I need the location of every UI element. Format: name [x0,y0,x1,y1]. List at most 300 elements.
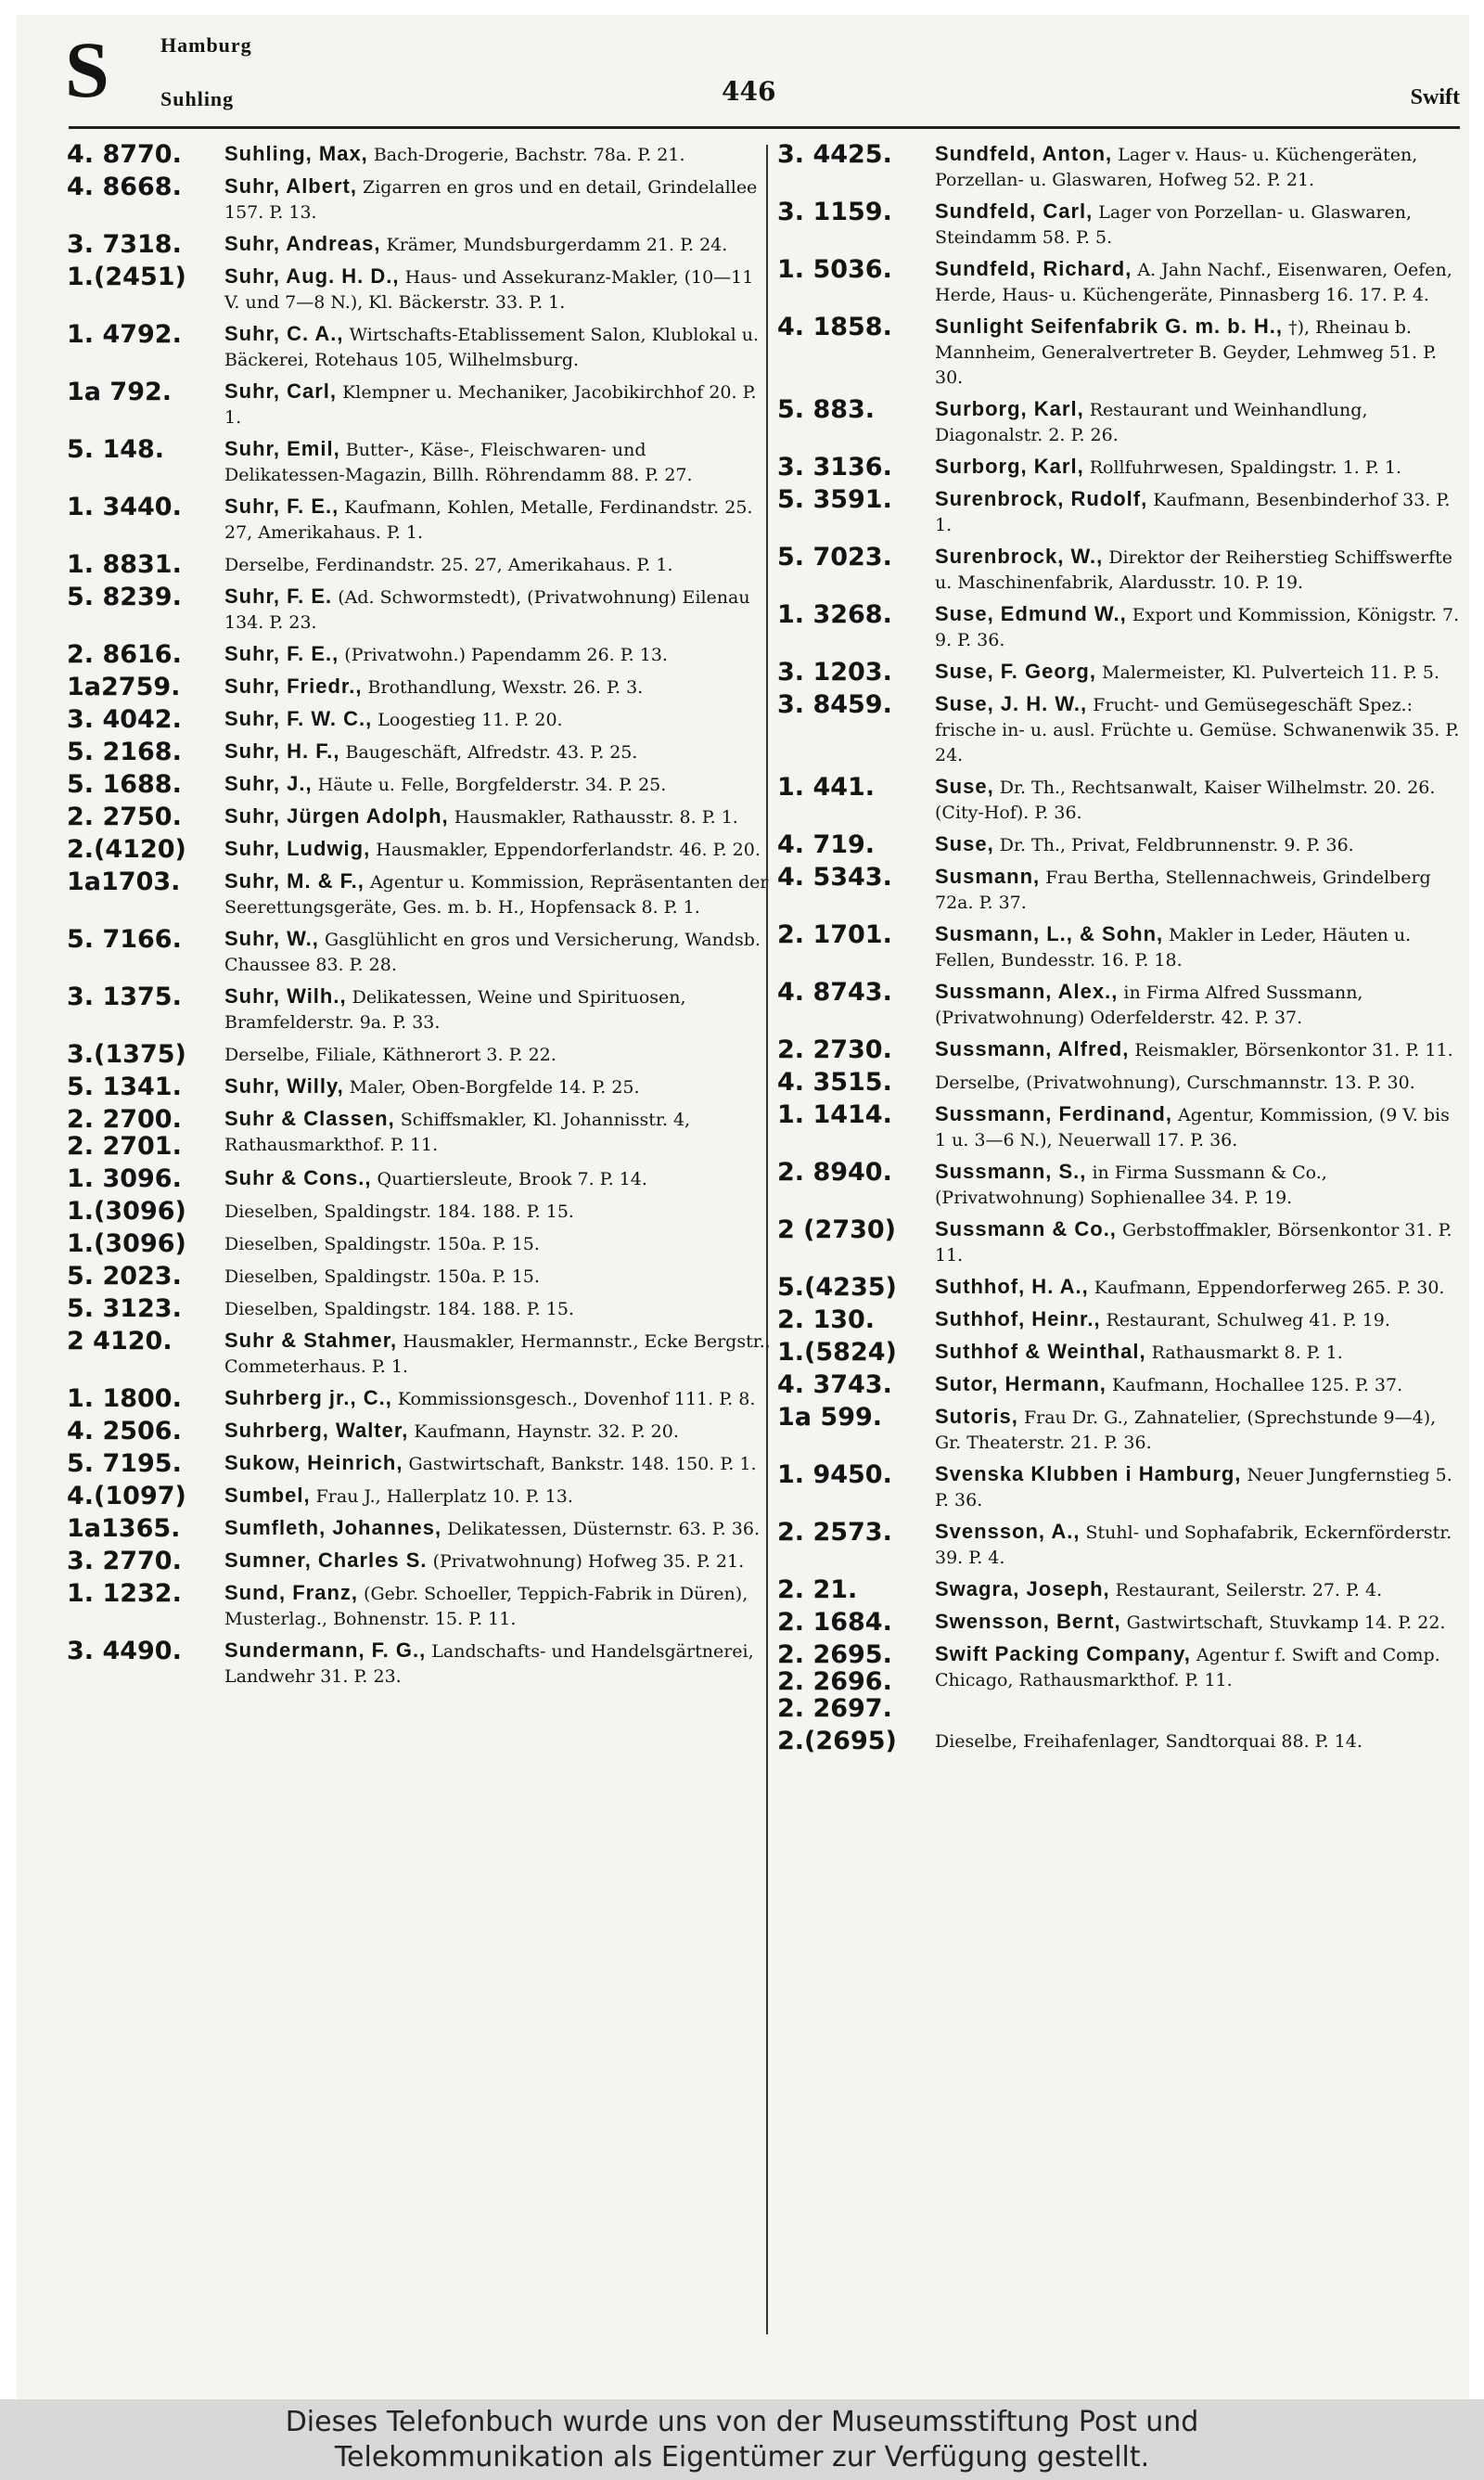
phone-number: 1a1703. [67,867,181,896]
entry-text [224,1263,772,1290]
directory-entry [67,926,772,978]
entry-details: Stuhl- und Sophafabrik, Eckernförderstr. 39. P. 4. [935,1523,1452,1568]
entry-text [224,1230,772,1257]
subscriber-name: Suhr, F. E., [224,495,339,518]
directory-entry [777,314,1462,391]
directory-entry [67,739,772,765]
subscriber-name: Susmann, L., & Sohn, [935,922,1164,945]
directory-entry [67,494,772,546]
entry-text [224,231,772,258]
subscriber-name: Suhr, Emil, [224,437,340,460]
entry-text [224,263,772,315]
footer-notice [0,2399,1484,2480]
subscriber-name: Sundfeld, Richard, [935,257,1132,280]
entry-text [224,321,772,373]
section-letter: S [65,25,109,114]
entry-details: Kaufmann, Besenbinderhof 33. P. 1. [935,490,1451,535]
entry-text [224,1328,772,1380]
directory-entry [67,1230,772,1257]
phone-number: 5. 883. [777,395,876,424]
entry-details: Hausmakler, Eppendorferlandstr. 46. P. 20. [376,840,761,860]
entry-text [935,1036,1462,1063]
subscriber-name: Suhr, F. E., [224,642,339,665]
directory-entry [777,256,1462,308]
entry-details: Direktor der Reiherstieg Schiffswerfte u. Maschinenfabrik, Alardusstr. 10. P. 19. [935,547,1453,593]
entry-text [224,173,772,225]
entry-details: Makler in Leder, Häuten u. Fellen, Bundesstr. 16. P. 18. [935,925,1412,970]
phone-number: 4.(1097) [67,1482,186,1510]
entry-details: Kaufmann, Kohlen, Metalle, Ferdinandstr. 25. 27, Amerikahaus. P. 1. [224,497,753,543]
entry-text [224,1483,772,1510]
subscriber-name: Svenska Klubben i Hamburg, [935,1462,1242,1485]
entry-details: Derselbe, (Privatwohnung), Curschmannstr. 13. P. 30. [935,1073,1415,1093]
entry-text [224,771,772,798]
phone-number: 4. 5343. [777,863,892,892]
phone-number: 3. 4042. [67,705,182,734]
entry-details: Bach-Drogerie, Bachstr. 78a. P. 21. [373,145,685,165]
entry-details: Derselbe, Filiale, Käthnerort 3. P. 22. [224,1045,556,1065]
phone-number: 4. 8770. [67,140,182,169]
entry-text [224,1548,772,1574]
directory-entry [67,983,772,1035]
phone-number: 4. 3743. [777,1370,892,1399]
directory-entry [67,1073,772,1100]
directory-entry [777,1159,1462,1211]
directory-entry [67,231,772,258]
directory-entry [777,774,1462,826]
subscriber-name: Suhrberg, Walter, [224,1419,409,1442]
directory-entry [777,1069,1462,1096]
entry-details: Rollfuhrwesen, Spaldingstr. 1. P. 1. [1089,457,1402,478]
phone-number: 2. 2700. 2. 2701. [67,1105,182,1161]
subscriber-name: Sunlight Seifenfabrik G. m. b. H., [935,315,1284,338]
entry-text [935,314,1462,391]
entry-details: Frucht- und Gemüsegeschäft Spez.: frische in- u. ausl. Früchte u. Gemüse. Schwanenwik 35. P. 24. [935,695,1460,765]
entry-details: in Firma Alfred Sussmann, (Privatwohnung) Oderfelderstr. 42. P. 37. [935,983,1363,1028]
entry-text [935,1306,1462,1333]
entry-details: Dieselbe, Freihafenlager, Sandtorquai 88. P. 14. [935,1731,1362,1752]
directory-entry [777,141,1462,193]
entry-details: Derselbe, Ferdinandstr. 25. 27, Amerikahaus. P. 1. [224,555,673,575]
subscriber-name: Suhr, Willy, [224,1074,344,1098]
phone-number: 4. 2506. [67,1417,182,1446]
entry-details: Neuer Jungfernstieg 5. P. 36. [935,1465,1452,1510]
entry-text [935,1069,1462,1096]
entry-text [224,551,772,578]
directory-entry [67,1165,772,1192]
entry-details: Zigarren en gros und en detail, Grindelallee 157. P. 13. [224,177,758,223]
footer-line-2: Telekommunikation als Eigentümer zur Verfügung gestellt. [334,2441,1150,2474]
entry-text [224,739,772,765]
directory-entry [67,1580,772,1632]
entry-text [224,706,772,733]
entry-text [935,691,1462,768]
entry-details: Delikatessen, Weine und Spirituosen, Bramfelderstr. 9a. P. 33. [224,987,686,1033]
entry-text [935,1519,1462,1571]
phone-number: 1. 441. [777,773,876,802]
directory-entry [777,1036,1462,1063]
entry-text [935,831,1462,858]
entry-text [224,1198,772,1225]
entry-details: Restaurant, Schulweg 41. P. 19. [1106,1310,1390,1330]
entry-details: Maler, Oben-Borgfelde 14. P. 25. [349,1077,640,1098]
entry-text [224,1073,772,1100]
entry-details: in Firma Sussmann & Co., (Privatwohnung) Sophienallee 34. P. 19. [935,1163,1327,1208]
phone-number: 2. 1684. [777,1608,892,1637]
entry-details: Wirtschafts-Etablissement Salon, Klublokal u. Bäckerei, Rotehaus 105, Wilhelmsburg. [224,325,760,370]
phone-number: 1.(3096) [67,1229,186,1258]
directory-entry [777,199,1462,251]
entry-text [224,1041,772,1068]
phone-number: 1a 599. [777,1403,883,1432]
entry-text [224,1385,772,1412]
subscriber-name: Suhr, Albert, [224,174,357,198]
directory-entry [67,141,772,168]
entry-details: Hausmakler, Hermannstr., Ecke Bergstr., Commeterhaus. P. 1. [224,1331,771,1377]
directory-entry [67,1450,772,1477]
entry-details: Kaufmann, Haynstr. 32. P. 20. [414,1421,679,1442]
phone-number: 2. 1701. [777,920,892,949]
entry-details: (Privatwohn.) Papendamm 26. P. 13. [344,645,668,665]
phone-number: 5. 148. [67,435,165,464]
phone-number: 5. 2023. [67,1262,182,1291]
entry-details: Lager v. Haus- u. Küchengeräten, Porzellan- u. Glaswaren, Hofweg 52. P. 21. [935,145,1418,190]
subscriber-name: Svensson, A., [935,1520,1081,1543]
phone-number: 1. 1232. [67,1579,182,1608]
subscriber-name: Sundermann, F. G., [224,1638,427,1662]
subscriber-name: Suse, F. Georg, [935,660,1096,683]
entry-details: Haus- und Assekuranz-Makler, (10—11 V. und 7—8 N.), Kl. Bäckerstr. 33. P. 1. [224,267,754,313]
subscriber-name: Swensson, Bernt, [935,1610,1121,1633]
footer-line-1: Dieses Telefonbuch wurde uns von der Museumsstiftung Post und [285,2406,1199,2438]
entry-text [224,584,772,636]
entry-text [224,1450,772,1477]
subscriber-name: Sundfeld, Anton, [935,142,1113,165]
entry-text [224,1580,772,1632]
directory-entry [67,1198,772,1225]
entry-text [224,494,772,546]
entry-details: Loogestieg 11. P. 20. [377,710,563,730]
entry-text [224,1165,772,1192]
entry-details: Hausmakler, Rathausstr. 8. P. 1. [454,807,738,828]
phone-number: 2 (2730) [777,1215,897,1244]
subscriber-name: Suhr, Wilh., [224,984,347,1008]
directory-entry [777,1274,1462,1301]
subscriber-name: Suhr & Cons., [224,1166,372,1189]
entry-text [935,199,1462,251]
subscriber-name: Sukow, Heinrich, [224,1451,403,1474]
entry-text [935,1101,1462,1153]
entry-details: Landschafts- und Handelsgärtnerei, Landwehr 31. P. 23. [224,1641,754,1687]
entry-text [935,1576,1462,1603]
directory-entry [67,321,772,373]
subscriber-name: Suhling, Max, [224,142,368,165]
subscriber-name: Suse, [935,832,994,855]
entry-details: Gastwirtschaft, Stuvkamp 14. P. 22. [1126,1613,1446,1633]
entry-text [224,1106,772,1158]
phone-number: 2. 8616. [67,640,182,669]
subscriber-name: Suhr & Classen, [224,1107,395,1130]
entry-text [224,1295,772,1322]
directory-entry [777,486,1462,538]
entry-details: (Gebr. Schoeller, Teppich-Fabrik in Düren), Musterlag., Bohnenstr. 15. P. 11. [224,1584,748,1629]
header-keyword-left: Suhling [160,87,235,110]
entry-details: Frau Bertha, Stellennachweis, Grindelberg 72a. P. 37. [935,867,1431,913]
entry-text [224,641,772,668]
phone-number: 2. 2750. [67,803,182,831]
directory-entry [777,1216,1462,1268]
page-header [17,15,1469,126]
directory-entry [67,1328,772,1380]
entry-text [935,1641,1462,1693]
entry-details: Brothandlung, Wexstr. 26. P. 3. [367,677,644,698]
entry-details: Butter-, Käse-, Fleischwaren- und Delikatessen-Magazin, Billh. Röhrendamm 88. P. 27. [224,440,693,485]
entry-text [935,1216,1462,1268]
directory-entry [67,1515,772,1542]
subscriber-name: Suhr, Andreas, [224,232,381,255]
directory-entry [67,436,772,488]
phone-number: 4. 719. [777,830,876,859]
header-keyword-top: Hamburg [160,33,252,57]
entry-text [224,1638,772,1690]
directory-entry [67,263,772,315]
entry-text [224,436,772,488]
subscriber-name: Sussmann, S., [935,1160,1087,1183]
directory-entry [777,1519,1462,1571]
directory-entry [777,454,1462,481]
phone-number: 2.(4120) [67,835,186,864]
directory-page [17,15,1469,2399]
directory-entry [777,864,1462,916]
entry-details: Lager von Porzellan- u. Glaswaren, Steindamm 58. P. 5. [935,202,1413,248]
subscriber-name: Surborg, Karl, [935,397,1084,420]
phone-number: 5.(4235) [777,1273,897,1302]
directory-entry [67,641,772,668]
column-divider [766,145,768,2334]
entry-details: Export und Kommission, Königstr. 7. 9. P. 36. [935,605,1460,650]
entry-details: Gastwirtschaft, Bankstr. 148. 150. P. 1. [408,1454,757,1474]
directory-entry [67,584,772,636]
entry-text [935,1274,1462,1301]
phone-number: 2. 130. [777,1305,876,1334]
directory-entry [67,771,772,798]
entry-details: Häute u. Felle, Borgfelderstr. 34. P. 25. [317,775,667,795]
subscriber-name: Suhr, C. A., [224,322,344,345]
entry-text [224,803,772,830]
directory-entry [777,691,1462,768]
subscriber-name: Suhr, W., [224,927,319,950]
directory-entry [67,674,772,700]
directory-entry [777,1609,1462,1636]
subscriber-name: Suthhof & Weinthal, [935,1340,1146,1363]
subscriber-name: Sussmann & Co., [935,1217,1117,1240]
entry-details: Reismakler, Börsenkontor 31. P. 11. [1134,1040,1453,1060]
entry-details: Rathausmarkt 8. P. 1. [1151,1343,1343,1363]
phone-number: 3. 1203. [777,658,892,687]
entry-details: Baugeschäft, Alfredstr. 43. P. 25. [345,742,638,763]
entry-text [935,1461,1462,1513]
directory-entry [777,1641,1462,1722]
directory-entry [67,803,772,830]
entry-details: Agentur, Kommission, (9 V. bis 1 u. 3—6 N.), Neuerwall 17. P. 36. [935,1105,1450,1150]
phone-number: 1a1365. [67,1514,181,1543]
entry-text [224,1515,772,1542]
entry-text [224,379,772,430]
directory-entry [67,1385,772,1412]
directory-entry [67,1638,772,1690]
entry-details: Krämer, Mundsburgerdamm 21. P. 24. [386,235,728,255]
entry-text [935,1609,1462,1636]
subscriber-name: Sutor, Hermann, [935,1372,1107,1395]
directory-entry [67,1548,772,1574]
entry-text [935,601,1462,653]
phone-number: 4. 8743. [777,978,892,1007]
phone-number: 3. 1159. [777,198,892,226]
subscriber-name: Swagra, Joseph, [935,1577,1110,1600]
entry-details: Kaufmann, Hochallee 125. P. 37. [1111,1375,1403,1395]
entry-text [224,868,772,920]
entry-details: Dr. Th., Rechtsanwalt, Kaiser Wilhelmstr. 20. 26. (City-Hof). P. 36. [935,777,1436,823]
entry-details: Frau Dr. G., Zahnatelier, (Sprechstunde 9—4), Gr. Theaterstr. 21. P. 36. [935,1407,1437,1453]
directory-entry [777,544,1462,596]
entry-details: Schiffsmakler, Kl. Johannisstr. 4, Rathausmarkthof. P. 11. [224,1110,691,1155]
directory-entry [67,1483,772,1510]
phone-number: 1. 9450. [777,1460,892,1489]
phone-number: 3. 8459. [777,690,892,719]
phone-number: 5. 2168. [67,738,182,766]
subscriber-name: Suhr, M. & F., [224,869,365,893]
entry-text [935,979,1462,1031]
phone-number: 2. 8940. [777,1158,892,1187]
phone-number: 4. 3515. [777,1068,892,1097]
entry-details: Agentur f. Swift and Comp. Chicago, Rathausmarkthof. P. 11. [935,1645,1440,1690]
phone-number: 3. 3136. [777,453,892,482]
directory-entry [777,601,1462,653]
entry-details: Delikatessen, Düsternstr. 63. P. 36. [447,1519,760,1539]
phone-number: 1. 5036. [777,255,892,284]
entry-details: (Privatwohnung) Hofweg 35. P. 21. [432,1551,745,1572]
subscriber-name: Surenbrock, Rudolf, [935,487,1148,510]
subscriber-name: Suhrberg jr., C., [224,1386,392,1409]
phone-number: 3. 4490. [67,1637,182,1665]
phone-number: 5. 7166. [67,925,182,954]
directory-entry [67,1295,772,1322]
directory-entry [67,868,772,920]
phone-number: 5. 3123. [67,1294,182,1323]
subscriber-name: Sussmann, Ferdinand, [935,1102,1172,1125]
phone-number: 3. 4425. [777,140,892,169]
phone-number: 1a 792. [67,378,173,406]
directory-entry [67,1041,772,1068]
subscriber-name: Sussmann, Alfred, [935,1037,1130,1060]
entry-details: Dieselben, Spaldingstr. 184. 188. P. 15. [224,1201,574,1222]
phone-number: 4. 8668. [67,173,182,201]
entry-details: Malermeister, Kl. Pulverteich 11. P. 5. [1101,662,1439,683]
entry-text [935,141,1462,193]
subscriber-name: Surenbrock, W., [935,545,1104,568]
entry-text [935,1159,1462,1211]
entry-details: Kaufmann, Eppendorferweg 265. P. 30. [1094,1278,1445,1298]
subscriber-name: Suhr, H. F., [224,739,340,763]
subscriber-name: Sumfleth, Johannes, [224,1516,442,1539]
subscriber-name: Suhr, Carl, [224,379,338,403]
subscriber-name: Susmann, [935,865,1041,888]
phone-number: 5. 7023. [777,543,892,572]
phone-number: 5. 1341. [67,1073,182,1101]
phone-number: 1. 1414. [777,1100,892,1129]
entry-details: Agentur u. Kommission, Repräsentanten der Seerettungsgeräte, Ges. m. b. H., Hopfensack 8. P. 1. [224,872,769,918]
subscriber-name: Sussmann, Alex., [935,980,1119,1003]
header-keyword-right: Swift [1410,85,1460,109]
phone-number: 1. 4792. [67,320,182,349]
directory-entry [777,1339,1462,1366]
phone-number: 1. 1800. [67,1384,182,1413]
phone-number: 2 4120. [67,1327,173,1356]
left-column [67,141,772,1695]
subscriber-name: Suhr, J., [224,772,313,795]
directory-entry [67,1418,772,1445]
subscriber-name: Suthhof, H. A., [935,1275,1089,1298]
entry-text [935,454,1462,481]
directory-entry [67,173,772,225]
phone-number: 1.(5824) [777,1338,897,1367]
directory-entry [777,1728,1462,1754]
subscriber-name: Suhr, Aug. H. D., [224,264,400,288]
phone-number: 5. 1688. [67,770,182,799]
phone-number: 3.(1375) [67,1040,186,1069]
subscriber-name: Suhr & Stahmer, [224,1329,398,1352]
directory-entry [777,659,1462,686]
directory-entry [777,1306,1462,1333]
entry-text [935,396,1462,448]
phone-number: 2. 2695. 2. 2696. 2. 2697. [777,1640,892,1723]
header-rule [69,126,1460,129]
directory-entry [67,551,772,578]
subscriber-name: Sutoris, [935,1405,1018,1428]
phone-number: 1. 3096. [67,1164,182,1193]
subscriber-name: Suhr, Friedr., [224,675,363,698]
subscriber-name: Suse, Edmund W., [935,602,1127,625]
directory-entry [777,831,1462,858]
phone-number: 2.(2695) [777,1727,897,1755]
entry-details: Dieselben, Spaldingstr. 150a. P. 15. [224,1266,540,1287]
entry-text [935,1728,1462,1754]
directory-entry [67,379,772,430]
phone-number: 3. 7318. [67,230,182,259]
entry-text [935,544,1462,596]
entry-text [935,1339,1462,1366]
entry-text [935,1404,1462,1456]
entry-text [224,674,772,700]
entry-details: Klempner u. Mechaniker, Jacobikirchhof 20. P. 1. [224,382,757,428]
phone-number: 2. 2730. [777,1035,892,1064]
phone-number: 1.(3096) [67,1197,186,1226]
entry-text [935,1371,1462,1398]
entry-text [935,864,1462,916]
entry-details: Restaurant, Seilerstr. 27. P. 4. [1115,1580,1383,1600]
subscriber-name: Suhr, Ludwig, [224,837,371,860]
directory-entry [777,1101,1462,1153]
directory-entry [777,921,1462,973]
entry-details: Kommissionsgesch., Dovenhof 111. P. 8. [397,1389,756,1409]
subscriber-name: Sumbel, [224,1484,311,1507]
entry-text [224,926,772,978]
phone-number: 2. 2573. [777,1518,892,1547]
directory-entry [777,1404,1462,1456]
entry-details: †), Rheinau b. Mannheim, Generalvertreter B. Geyder, Lehmweg 51. P. 30. [935,317,1438,388]
phone-number: 1. 8831. [67,550,182,579]
phone-number: 5. 3591. [777,485,892,514]
